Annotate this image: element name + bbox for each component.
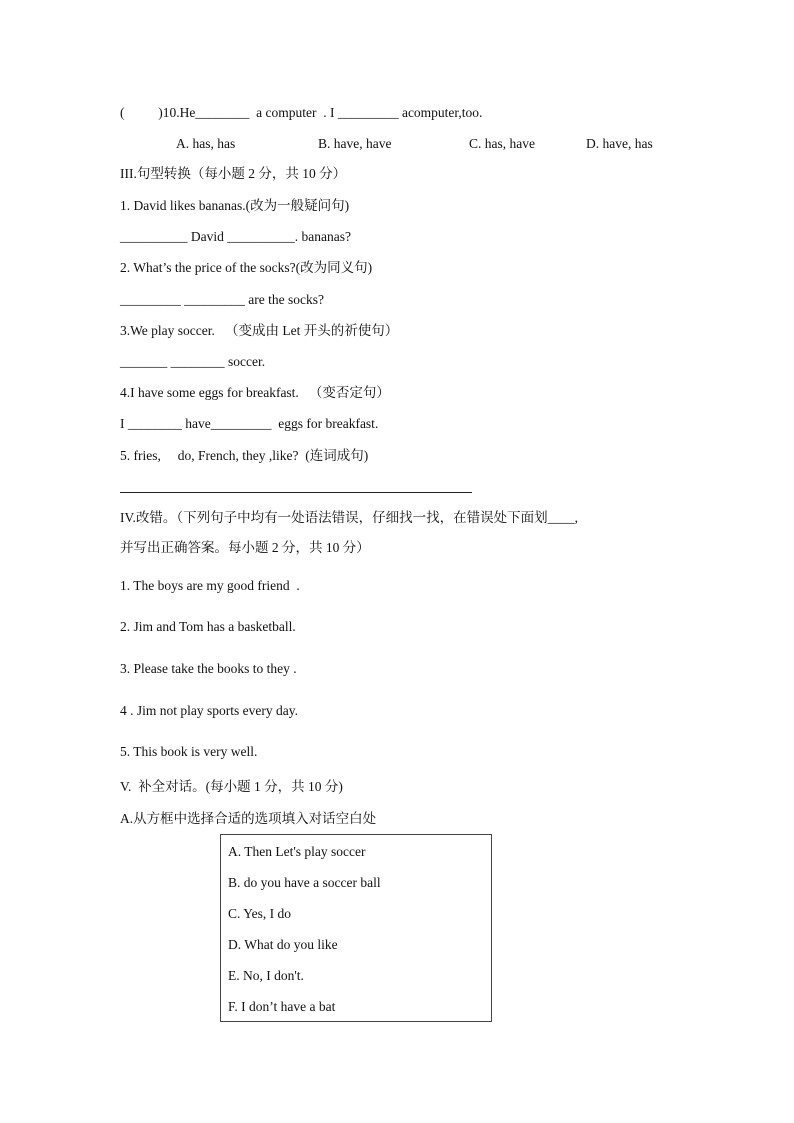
choice-item: A. Then Let's play soccer (228, 844, 366, 859)
sec3-item: _________ _________ are the socks? (120, 292, 324, 307)
q10-option-c: C. has, have (469, 136, 535, 151)
sec3-item: I ________ have_________ eggs for breakfast. (120, 416, 379, 431)
section-4-title: IV.改错。（下列句子中均有一处语法错误，仔细找一找，在错误处下面划____, (120, 510, 579, 525)
choice-box (220, 834, 492, 1022)
sec3-item: 1. David likes bananas.(改为一般疑问句) (120, 198, 350, 213)
sec3-item: 4.I have some eggs for breakfast. （变否定句） (120, 385, 390, 400)
sec3-item: __________ David __________. bananas? (120, 229, 351, 244)
section-5-title: V. 补全对话。(每小题 1 分，共 10 分) (120, 779, 343, 794)
choice-item: D. What do you like (228, 937, 338, 952)
sec3-item: _______ ________ soccer. (120, 354, 266, 369)
sec4-item: 3. Please take the books to they . (120, 661, 297, 676)
sec3-item: 2. What’s the price of the socks?(改为同义句) (120, 260, 373, 275)
sec3-item: 3.We play soccer. （变成由 Let 开头的祈使句） (120, 323, 399, 338)
choice-item: C. Yes, I do (228, 906, 292, 921)
answer-line (120, 492, 472, 493)
q10-option-d: D. have, has (586, 136, 653, 151)
section-4-title-cont: 并写出正确答案。每小题 2 分，共 10 分） (120, 540, 370, 555)
choice-item: E. No, I don't. (228, 968, 304, 983)
sec4-item: 1. The boys are my good friend . (120, 578, 300, 593)
sec4-item: 2. Jim and Tom has a basketball. (120, 619, 296, 634)
question-10-line: ( )10.He________ a computer . I _________ acomputer,too. (120, 105, 483, 120)
choice-item: B. do you have a soccer ball (228, 875, 381, 890)
sec3-item: 5. fries, do, French, they ,like? (连词成句) (120, 448, 369, 463)
section-3-title: III.句型转换（每小题 2 分，共 10 分） (120, 166, 347, 181)
sec4-item: 4 . Jim not play sports every day. (120, 703, 298, 718)
section-5-subtitle: A.从方框中选择合适的选项填入对话空白处 (120, 811, 377, 826)
q10-option-a: A. has, has (176, 136, 236, 151)
q10-option-b: B. have, have (318, 136, 392, 151)
choice-item: F. I don’t have a bat (228, 999, 336, 1014)
sec4-item: 5. This book is very well. (120, 744, 258, 759)
